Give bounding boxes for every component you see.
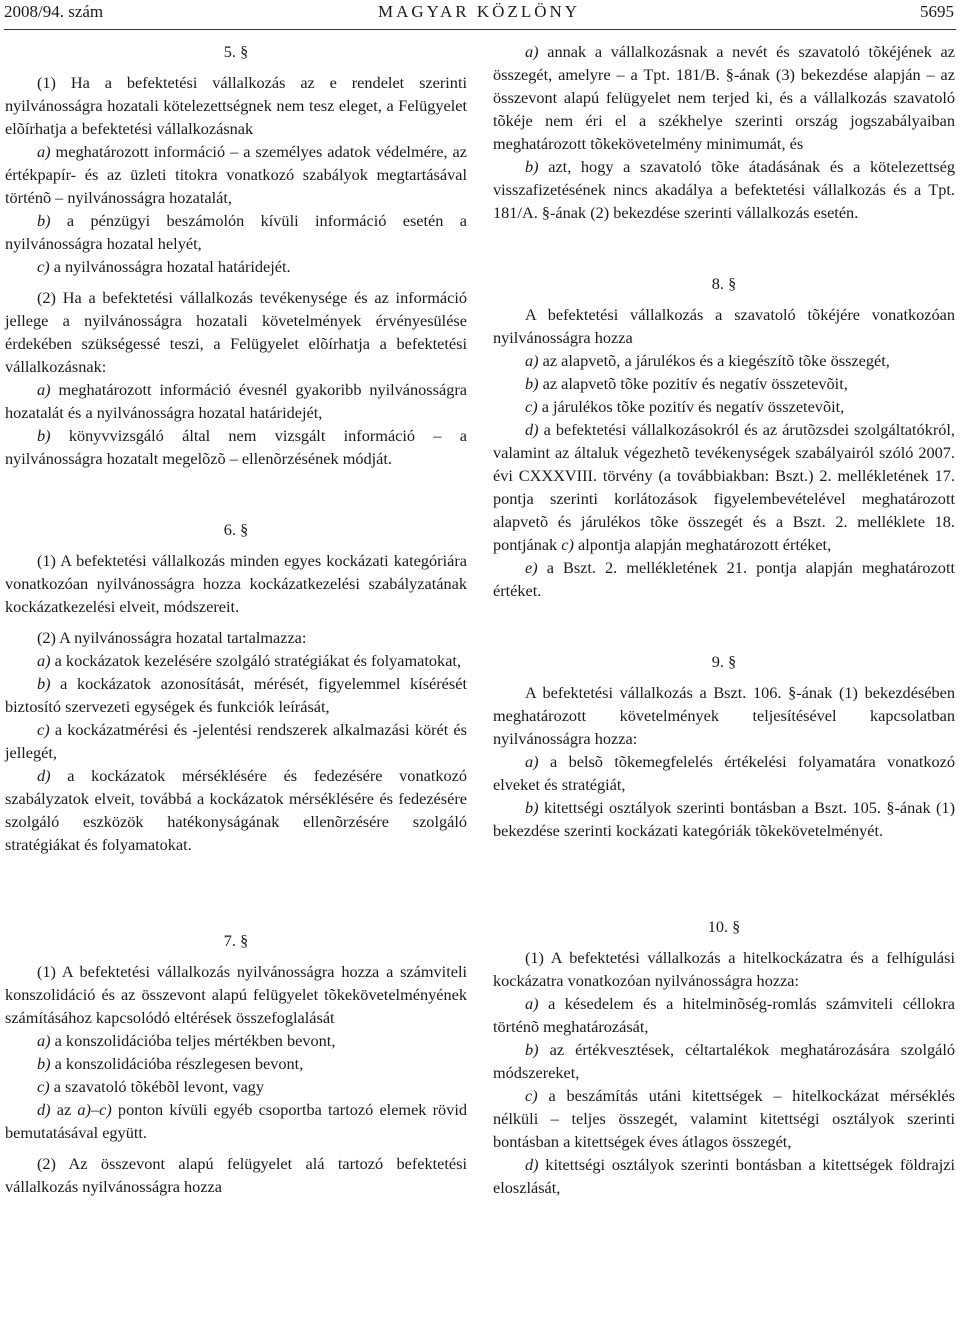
s7-item-b: b) a konszolidációba részlegesen bevont, xyxy=(37,1054,304,1073)
page-number: 5695 xyxy=(920,2,954,21)
s9-para-1: A befektetési vállalkozás a Bszt. 106. §-ának (1) bekezdésében meghatározott követelmények teljesítésével kapcsolatban nyilvánosságra hozza: xyxy=(493,683,955,748)
s7-para-2: (2) Az összevont alapú felügyelet alá tartozó befektetési vállalkozás nyilvánosságra hozza xyxy=(5,1154,467,1196)
s8-item-e: e) a Bszt. 2. mellékletének 21. pontja alapján meghatározott értéket. xyxy=(493,558,955,600)
s6-item-a: a) a kockázatok kezelésére szolgáló stratégiákat és folyamatokat, xyxy=(37,651,462,670)
s9-item-b: b) kitettségi osztályok szerinti bontásban a Bszt. 105. §-ának (1) bekezdése szerinti kockázati kategóriák tõkekövetelményét. xyxy=(493,798,955,840)
page-header xyxy=(4,2,954,28)
s5-para-2: (2) Ha a befektetési vállalkozás tevékenysége és az információ jellege a nyilvánosságra hozatali követelmények érvényesülése érdekében szükségessé teszi, a Felügyelet elõírhatja a befektetési vállalkozásnak: xyxy=(5,288,467,376)
s6-para-2: (2) A nyilvánosságra hozatal tartalmazza: xyxy=(37,628,307,647)
s8-item-c: c) a járulékos tõke pozitív és negatív összetevõit, xyxy=(525,397,845,416)
s5-item-c: c) a nyilvánosságra hozatal határidejét. xyxy=(37,257,291,276)
right-column xyxy=(493,40,955,1199)
s5-p2-item-b: b) könyvvizsgáló által nem vizsgált információ – a nyilvánosságra hozatalt megelõzõ – ellenõrzésének módját. xyxy=(5,426,467,468)
s10-item-c: c) a beszámítás utáni kitettségek – hitelkockázat mérséklés nélküli – teljes összegét, valamint kitettségi osztályok szerinti bontásban a kitettségek éves átlagos összegét, xyxy=(493,1086,955,1151)
s6-item-c: c) a kockázatmérési és -jelentési rendszerek alkalmazási körét és jellegét, xyxy=(5,720,467,762)
s6-para-1: (1) A befektetési vállalkozás minden egyes kockázati kategóriára vonatkozóan nyilvánosságra hozza kockázatkezelési szabályzatának kockázatkezelési elveit, módszereit. xyxy=(5,551,467,616)
s8-para-1: A befektetési vállalkozás a szavatoló tõkéjére vonatkozóan nyilvánosságra hozza xyxy=(493,305,955,347)
section-5-title: 5. § xyxy=(223,42,249,61)
section-7-title: 7. § xyxy=(223,931,249,950)
s5-p2-item-a: a) meghatározott információ évesnél gyakoribb nyilvánosságra hozatalát és a nyilvánosságra hozatal határidejét, xyxy=(5,380,467,422)
s10-item-b: b) az értékvesztések, céltartalékok meghatározására szolgáló módszereket, xyxy=(493,1040,955,1082)
header-rule xyxy=(4,29,956,30)
section-9-title: 9. § xyxy=(711,652,737,671)
s6-item-d: d) a kockázatok mérséklésére és fedezésére vonatkozó szabályzatok elveit, továbbá a kockázatok mérséklésére és fedezésére szolgáló eszközök hatékonyságának ellenõrzésére szolgáló stratégiákat és folyamatokat. xyxy=(5,766,467,854)
s9-item-a: a) a belsõ tõkemegfelelés értékelési folyamatára vonatkozó elveket és stratégiát, xyxy=(493,752,955,794)
s5-item-b: b) a pénzügyi beszámolón kívüli információ esetén a nyilvánosságra hozatal helyét, xyxy=(5,211,467,253)
cont-item-a: a) annak a vállalkozásnak a nevét és szavatoló tõkéjének az összegét, amelyre – a Tpt. 181/B. §-ának (3) bekezdése alapján – az összevont alapú felügyelet nem terjed ki, és a vállalkozás szavatoló tõkéje nem éri el a székhelye szerinti ország jogszabályaiban meghatározott tõkekövetelmény minimumát, és xyxy=(493,42,955,153)
section-6-title: 6. § xyxy=(223,520,249,539)
section-10-title: 10. § xyxy=(707,917,741,936)
issue-number: 2008/94. szám xyxy=(4,2,104,21)
s7-item-a: a) a konszolidációba teljes mértékben bevont, xyxy=(37,1031,336,1050)
s5-item-a: a) meghatározott információ – a személyes adatok védelmére, az értékpapír- és az üzleti titokra vonatkozó szabályok megtartásával történõ – nyilvánosságra hozatalát, xyxy=(5,142,467,207)
s8-item-b: b) az alapvetõ tõke pozitív és negatív összetevõit, xyxy=(525,374,848,393)
s10-para-1: (1) A befektetési vállalkozás a hitelkockázatra és a felhígulási kockázatra vonatkozóan nyilvánosságra hozza: xyxy=(493,948,955,990)
s7-item-c: c) a szavatoló tõkébõl levont, vagy xyxy=(37,1077,264,1096)
s10-item-a: a) a késedelem és a hitelminõség-romlás számviteli céllokra történõ meghatározását, xyxy=(493,994,955,1036)
s10-item-d: d) kitettségi osztályok szerinti bontásban a kitettségek földrajzi eloszlását, xyxy=(493,1155,955,1197)
s5-para-1: (1) Ha a befektetési vállalkozás az e rendelet szerinti nyilvánosságra hozatali kötelezettségnek nem tesz eleget, a Felügyelet elõírhatja a befektetési vállalkozásnak xyxy=(5,73,467,138)
journal-title: MAGYAR KÖZLÖNY xyxy=(377,2,581,21)
left-column xyxy=(5,40,467,1198)
s7-item-d: d) az a)–c) ponton kívüli egyéb csoportba tartozó elemek rövid bemutatásával együtt. xyxy=(5,1100,467,1142)
s6-item-b: b) a kockázatok azonosítását, mérését, figyelemmel kísérését biztosító szervezeti egységek és funkciók leírását, xyxy=(5,674,467,716)
section-8-title: 8. § xyxy=(711,274,737,293)
s7-para-1: (1) A befektetési vállalkozás nyilvánosságra hozza a számviteli konszolidáció és az összevont alapú felügyelet tõkekövetelményének számításához kapcsolódó eltérések összefoglalását xyxy=(5,962,467,1027)
s8-item-a: a) az alapvetõ, a járulékos és a kiegészítõ tõke összegét, xyxy=(525,351,890,370)
cont-item-b: b) azt, hogy a szavatoló tõke átadásának és a kötelezettség visszafizetésének nincs akadálya a befektetési vállalkozás és a Tpt. 181/A. §-ának (2) bekezdése szerinti vállalkozás esetén. xyxy=(493,157,955,222)
s8-item-d: d) a befektetési vállalkozásokról és az árutõzsdei szolgáltatókról, valamint az általuk végezhetõ tevékenységek szabályairól szóló 2007. évi CXXXVIII. törvény (a továbbiakban: Bszt.) 2. mellékletének 17. pontja szerinti korlátozások figyelembevételével meghatározott alapvetõ és járulékos tõke összegét és a Bszt. 2. melléklete 18. pontjának c) alpontja alapján meghatározott értéket, xyxy=(493,420,955,554)
